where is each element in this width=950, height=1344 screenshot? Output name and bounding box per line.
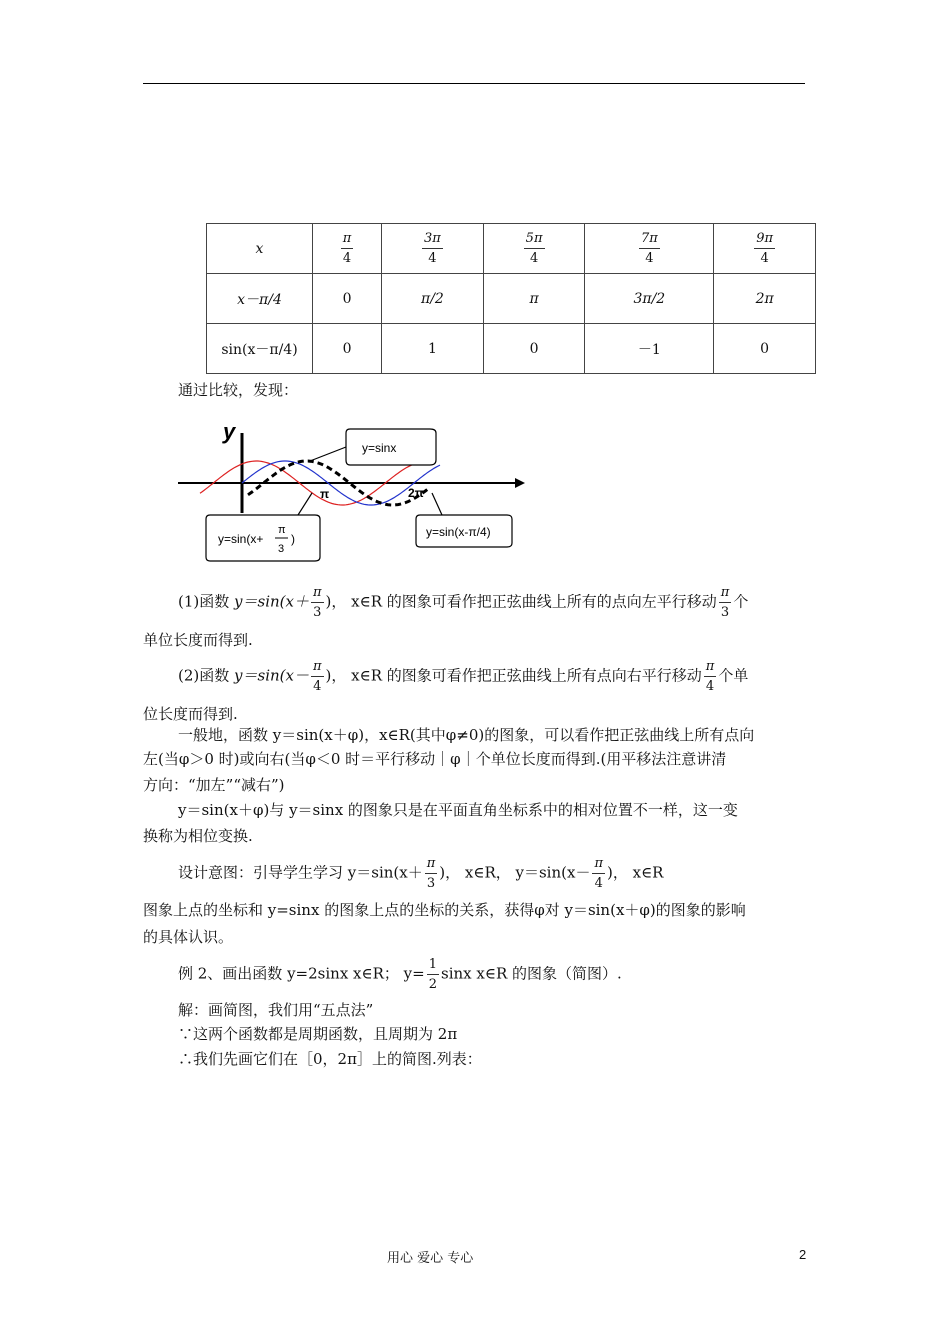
solution-line3: ∴我们先画它们在［0，2π］上的简图.列表：: [178, 1050, 482, 1068]
table-row: [207, 274, 816, 324]
y-axis-label: y: [223, 419, 236, 444]
table-cell: 3π/2: [585, 274, 714, 324]
row-header-shift: x－π/4: [207, 274, 313, 324]
page-number: 2: [799, 1247, 807, 1262]
header-rule: [143, 83, 805, 84]
para3-line1: 一般地，函数 y＝sin(x＋φ)，x∈R(其中φ≠0)的图象，可以看作把正弦曲线上所有点向: [178, 726, 755, 744]
design-line2: 图象上点的坐标和 y=sinx 的图象上点的坐标的关系，获得φ对 y＝sin(x＋φ)的图象的影响: [143, 901, 746, 919]
table-cell: $\frac{9\pi}{4}$: [714, 224, 816, 274]
table-row: [207, 324, 816, 374]
values-table: [206, 223, 816, 374]
two-pi-tick-label: 2π: [408, 486, 424, 500]
row-header-x: x: [207, 224, 313, 274]
para4-line2: 换称为相位变换.: [143, 827, 253, 845]
table-cell: －1: [585, 324, 714, 374]
table-cell: $\frac{3\pi}{4}$: [382, 224, 484, 274]
table-cell: 1: [382, 324, 484, 374]
pi-tick-label: π: [320, 487, 330, 501]
table-cell: 0: [483, 324, 585, 374]
para1-line2: 单位长度而得到.: [143, 631, 253, 649]
callout-sinx-label: y=sinx: [362, 441, 397, 455]
solution-line1: 解：画简图，我们用“五点法”: [178, 1001, 374, 1019]
table-cell: π/2: [382, 274, 484, 324]
table-cell: 0: [714, 324, 816, 374]
compare-text: 通过比较，发现：: [178, 381, 299, 399]
callout-shift-right-label: y=sin(x-π/4): [426, 525, 491, 539]
para3-line2: 左(当φ＞0 时)或向右(当φ＜0 时＝平行移动｜φ｜个单位长度而得到.(用平移法注意讲清: [143, 750, 727, 768]
footer-text: 用心 爱心 专心: [387, 1251, 474, 1266]
table-cell: 0: [313, 274, 382, 324]
design-line1: 设计意图：引导学生学习 y＝sin(x＋ $\frac{\pi}{3}$ )， x∈R， y＝sin(x－ $\frac{\pi}{4}$ )， x∈R: [178, 856, 664, 891]
para2-line1: (2)函数 y＝sin(x－ $\frac{\pi}{4}$ )， x∈R 的图象可看作把正弦曲线上所有点向右平行移动 $\frac{\pi}{4}$ 个单: [178, 659, 749, 694]
callout-shift-left-label: y=sin(x+: [218, 532, 264, 546]
para1-line1: (1)函数 y＝sin(x＋ $\frac{\pi}{3}$ )， x∈R 的图象可看作把正弦曲线上所有的点向左平行移动 $\frac{\pi}{3}$ 个: [178, 585, 749, 620]
table-cell: $\frac{5\pi}{4}$: [483, 224, 585, 274]
table-cell: 2π: [714, 274, 816, 324]
callout-shift-right-pointer: [432, 493, 442, 515]
sine-shift-figure: [170, 415, 525, 575]
table-cell: $\frac{7\pi}{4}$: [585, 224, 714, 274]
callout-sinx-pointer: [310, 447, 346, 461]
x-axis-arrow: [515, 478, 525, 488]
para4-line1: y＝sin(x＋φ)与 y＝sinx 的图象只是在平面直角坐标系中的相对位置不一样，这一变: [178, 801, 738, 819]
table-cell: $\frac{\pi}{4}$: [313, 224, 382, 274]
callout-shift-left-pointer: [298, 493, 312, 515]
table-row: [207, 224, 816, 274]
para3-line3: 方向：“加左”“减右”): [143, 776, 285, 794]
para2-line2: 位长度而得到.: [143, 705, 238, 723]
solution-line2: ∵这两个函数都是周期函数，且周期为 2π: [178, 1025, 458, 1043]
callout-shift-left-tail: ): [291, 532, 295, 546]
design-line3: 的具体认识。: [143, 928, 234, 946]
callout-shift-left-den: 3: [278, 543, 285, 555]
row-header-sin: sin(x－π/4): [207, 324, 313, 374]
table-cell: π: [483, 274, 585, 324]
callout-shift-left-num: π: [278, 524, 286, 536]
example2-line: 例 2、画出函数 y=2sinx x∈R； y= $\frac{1}{2}$ sinx x∈R 的图象（简图）.: [178, 957, 622, 992]
table-cell: 0: [313, 324, 382, 374]
